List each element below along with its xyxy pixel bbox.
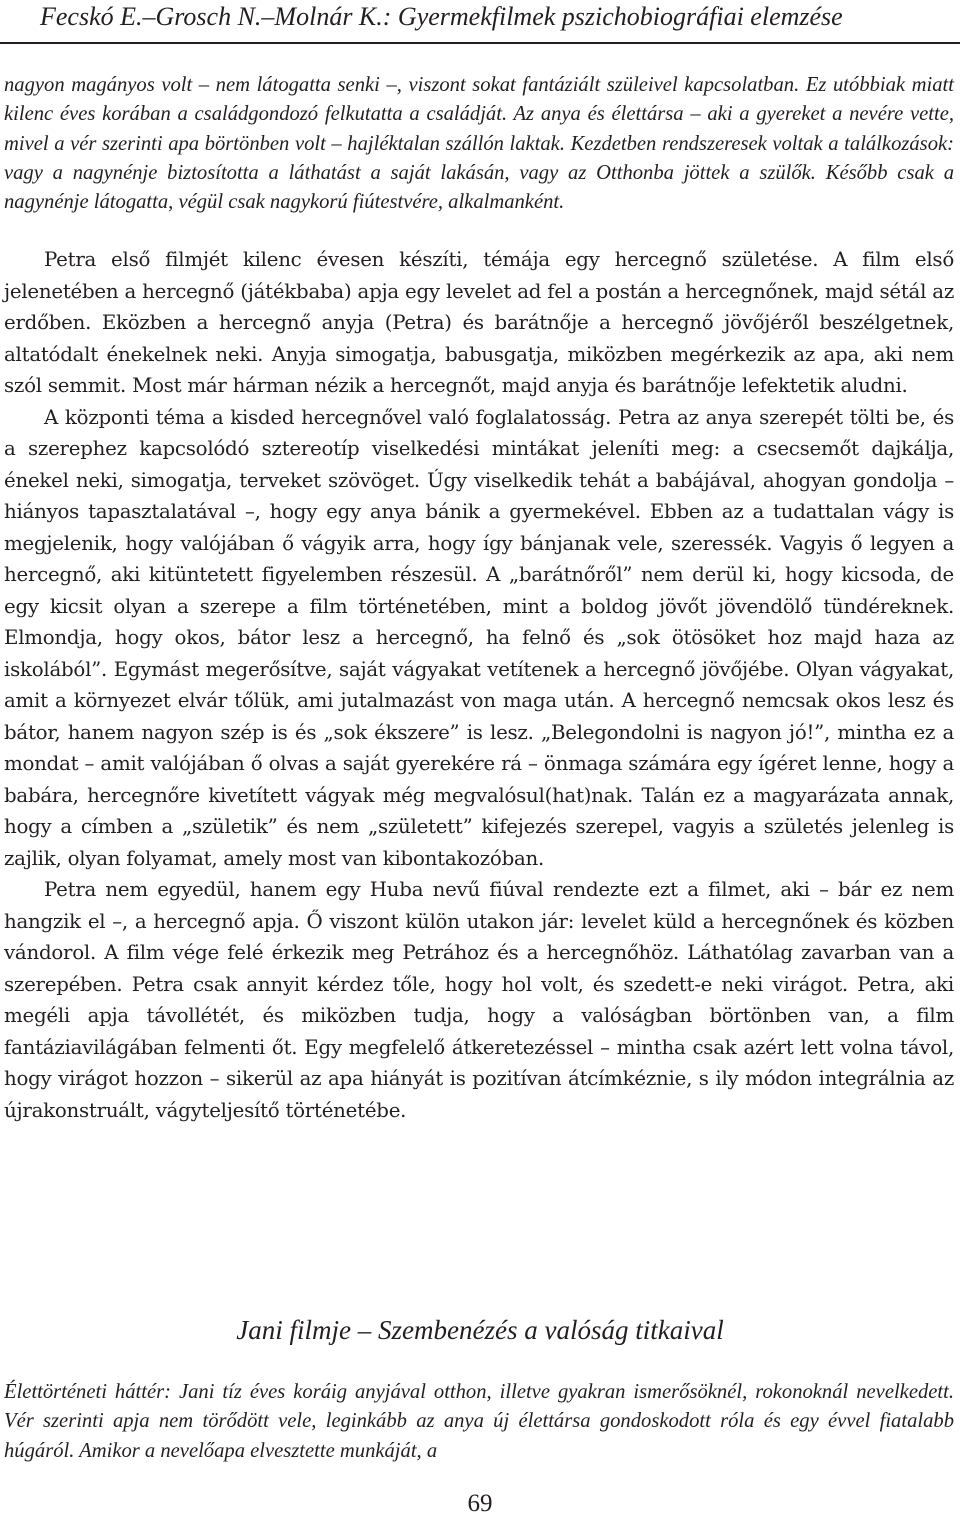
section-intro-block [4, 1378, 954, 1466]
running-head: Fecskó E.–Grosch N.–Molnár K.: Gyermekfilmek pszichobiográfiai elemzése [40, 2, 843, 31]
page-number: 69 [467, 1490, 493, 1517]
header-rule [0, 42, 960, 44]
body-paragraph-1: Petra első filmjét kilenc évesen készíti, témája egy hercegnő születése. A film első jelenetében a hercegnő (játékbaba) apja egy levelet ad fel a postán a hercegnőnek, majd sétál az erdőben. Eközben a hercegnő anyja (Petra) és barátnője a hercegnő jövőjéről beszélgetnek, altatódalt énekelnek neki. Anyja simogatja, babusgatja, miközben megérkezik az apa, aki nem szól semmit. Most már hárman nézik a hercegnőt, majd anyja és barátnője lefektetik aludni. [4, 248, 954, 397]
body-paragraph-2: A központi téma a kisded hercegnővel való foglalatosság. Petra az anya szerepét tölti be, és a szerephez kapcsolódó sztereotíp viselkedési mintákat jeleníti meg: a csecsemőt dajkálja, énekel neki, simogatja, terveket szövöget. Úgy viselkedik tehát a babájával, ahogyan gondolja – hiányos tapasztalatával –, hogy egy anya bánik a gyermekével. Ebben az a tudattalan vágy is megjelenik, hogy valójában ő vágyik arra, hogy így bánjanak vele, szeressék. Vagyis ő legyen a hercegnő, aki kitüntetett figyelemben részesül. A „barátnőről” nem derül ki, hogy kicsoda, de egy kicsit olyan a szerepe a film történetében, mint a boldog jövőt jövendölő tündéreknek. Elmondja, hogy okos, bátor lesz a hercegnő, ha felnő és „sok ötösöket hoz majd haza az iskolából”. Egymást megerősítve, saját vágyakat vetítenek a hercegnő jövőjébe. Olyan vágyakat, amit a környezet elvár tőlük, ami jutalmazást von maga után. A hercegnő nemcsak okos lesz és bátor, hanem nagyon szép is és „sok ékszere” is lesz. „Belegondolni is nagyon jó!”, mintha ez a mondat – amit valójában ő olvas a saját gyerekére rá – önmaga számára egy ígéret lenne, hogy a babára, hercegnőre kivetített vágyak még megvalósul(hat)nak. Talán ez a magyarázata annak, hogy a címben a „születik” és nem „született” kifejezés szerepel, vagyis a születés jelenleg is zajlik, olyan folyamat, amely most van kibontakozóban. [4, 405, 954, 870]
intro-block [4, 71, 954, 217]
main-text [4, 244, 954, 1126]
section-intro-paragraph: Élettörténeti háttér: Jani tíz éves koráig anyjával otthon, illetve gyakran ismerősöknél, rokonoknál nevelkedett. Vér szerinti apja nem törődött vele, leginkább az anya új élettársa gondoskodott róla és egy évvel fiatalabb húgáról. Amikor a nevelőapa elvesztette munkáját, a [4, 1381, 954, 1462]
intro-paragraph: nagyon magányos volt – nem látogatta senki –, viszont sokat fantáziált szüleivel kapcsolatban. Ez utóbbiak miatt kilenc éves korában a családgondozó felkutatta a családját. Az anya és élettársa – aki a gyereket a nevére vette, mivel a vér szerinti apa börtönben volt – hajléktalan szállón laktak. Kezdetben rendszeresek voltak a találkozások: vagy a nagynénje biztosította a láthatást a saját lakásán, vagy az Otthonba jöttek a szülők. Később csak a nagynénje látogatta, végül csak nagykorú fiútestvére, alkalmanként. [4, 74, 954, 214]
body-paragraph-3: Petra nem egyedül, hanem egy Huba nevű fiúval rendezte ezt a filmet, aki – bár ez nem hangzik el –, a hercegnő apja. Ő viszont külön utakon jár: levelet küld a hercegnőnek és közben vándorol. A film vége felé érkezik meg Petrához és a hercegnőhöz. Láthatólag zavarban van a szerepében. Petra csak annyit kérdez tőle, hogy hol volt, és szedett-e neki virágot. Petra, aki megéli apja távollétét, és miközben tudja, hogy a valóságban börtönben van, a film fantáziavilágában felmenti őt. Egy megfelelő átkeretezéssel – mintha csak azért lett volna távol, hogy virágot hozzon – sikerül az apa hiányát is pozitívan átcímkéznie, s ily módon integrálnia az újrakonstruált, vágyteljesítő történetébe. [4, 878, 954, 1122]
section-heading: Jani filmje – Szembenézés a valóság titkaival [236, 1315, 724, 1345]
